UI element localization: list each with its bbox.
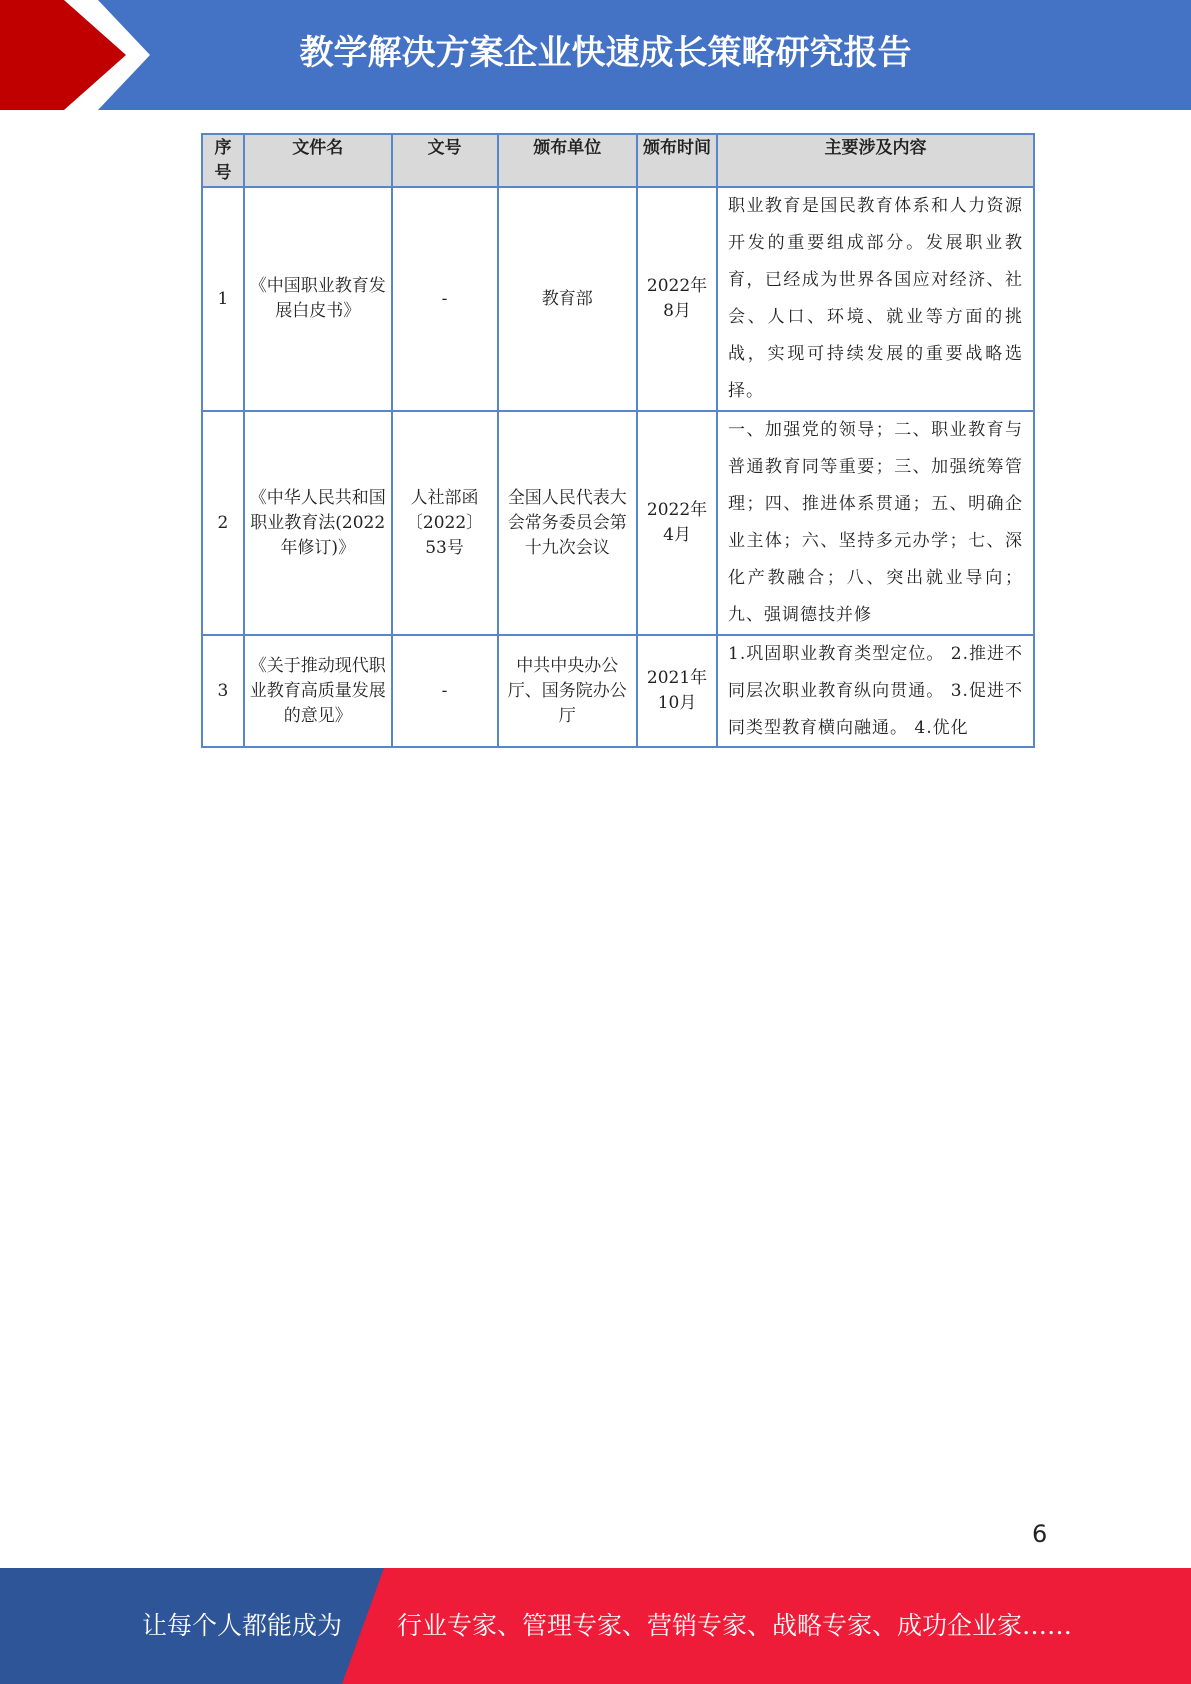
cell-content: 职业教育是国民教育体系和人力资源开发的重要组成部分。发展职业教育，已经成为世界各国应对经济、社会、人口、环境、就业等方面的挑战，实现可持续发展的重要战略选择。 <box>717 187 1034 411</box>
cell-issuer: 教育部 <box>498 187 638 411</box>
header-no: 序号 <box>202 134 244 187</box>
cell-content-text: 1.巩固职业教育类型定位。 2.推进不同层次职业教育纵向贯通。 3.促进不同类型教育横向融通。 4.优化 <box>728 644 1023 738</box>
page-number: 6 <box>1032 1520 1048 1548</box>
report-title: 教学解决方案企业快速成长策略研究报告 <box>299 33 912 73</box>
table-row <box>202 411 1034 635</box>
cell-date: 2022年4月 <box>637 411 717 635</box>
header-content: 主要涉及内容 <box>717 134 1034 187</box>
cell-doc-no: 人社部函〔2022〕53号 <box>392 411 498 635</box>
table-row <box>202 187 1034 411</box>
footer-left-text: 让每个人都能成为 <box>142 1611 343 1640</box>
footer-banner <box>0 1568 1191 1684</box>
cell-issuer: 全国人民代表大会常务委员会第十九次会议 <box>498 411 638 635</box>
cell-date: 2022年8月 <box>637 187 717 411</box>
cell-no: 1 <box>202 187 244 411</box>
cell-name: 《中华人民共和国职业教育法(2022年修订)》 <box>244 411 392 635</box>
header-doc-no: 文号 <box>392 134 498 187</box>
cell-name: 《中国职业教育发展白皮书》 <box>244 187 392 411</box>
cell-doc-no: - <box>392 187 498 411</box>
cell-content: 一、加强党的领导；二、职业教育与普通教育同等重要；三、加强统筹管理；四、推进体系贯通；五、明确企业主体；六、坚持多元办学；七、深化产教融合；八、突出就业导向；九、强调德技并修 <box>717 411 1034 635</box>
table-row <box>202 635 1034 747</box>
policy-table <box>201 133 1035 748</box>
footer-right-text: 行业专家、管理专家、营销专家、战略专家、成功企业家…… <box>397 1611 1073 1640</box>
cell-doc-no: - <box>392 635 498 747</box>
header-banner <box>0 0 1191 110</box>
header-name: 文件名 <box>244 134 392 187</box>
cell-issuer: 中共中央办公厅、国务院办公厅 <box>498 635 638 747</box>
cell-no: 2 <box>202 411 244 635</box>
cell-content <box>717 635 1034 747</box>
cell-date: 2021年10月 <box>637 635 717 747</box>
cell-name: 《关于推动现代职业教育高质量发展的意见》 <box>244 635 392 747</box>
cell-no: 3 <box>202 635 244 747</box>
header-date: 颁布时间 <box>637 134 717 187</box>
table-header-row <box>202 134 1034 187</box>
header-issuer: 颁布单位 <box>498 134 638 187</box>
